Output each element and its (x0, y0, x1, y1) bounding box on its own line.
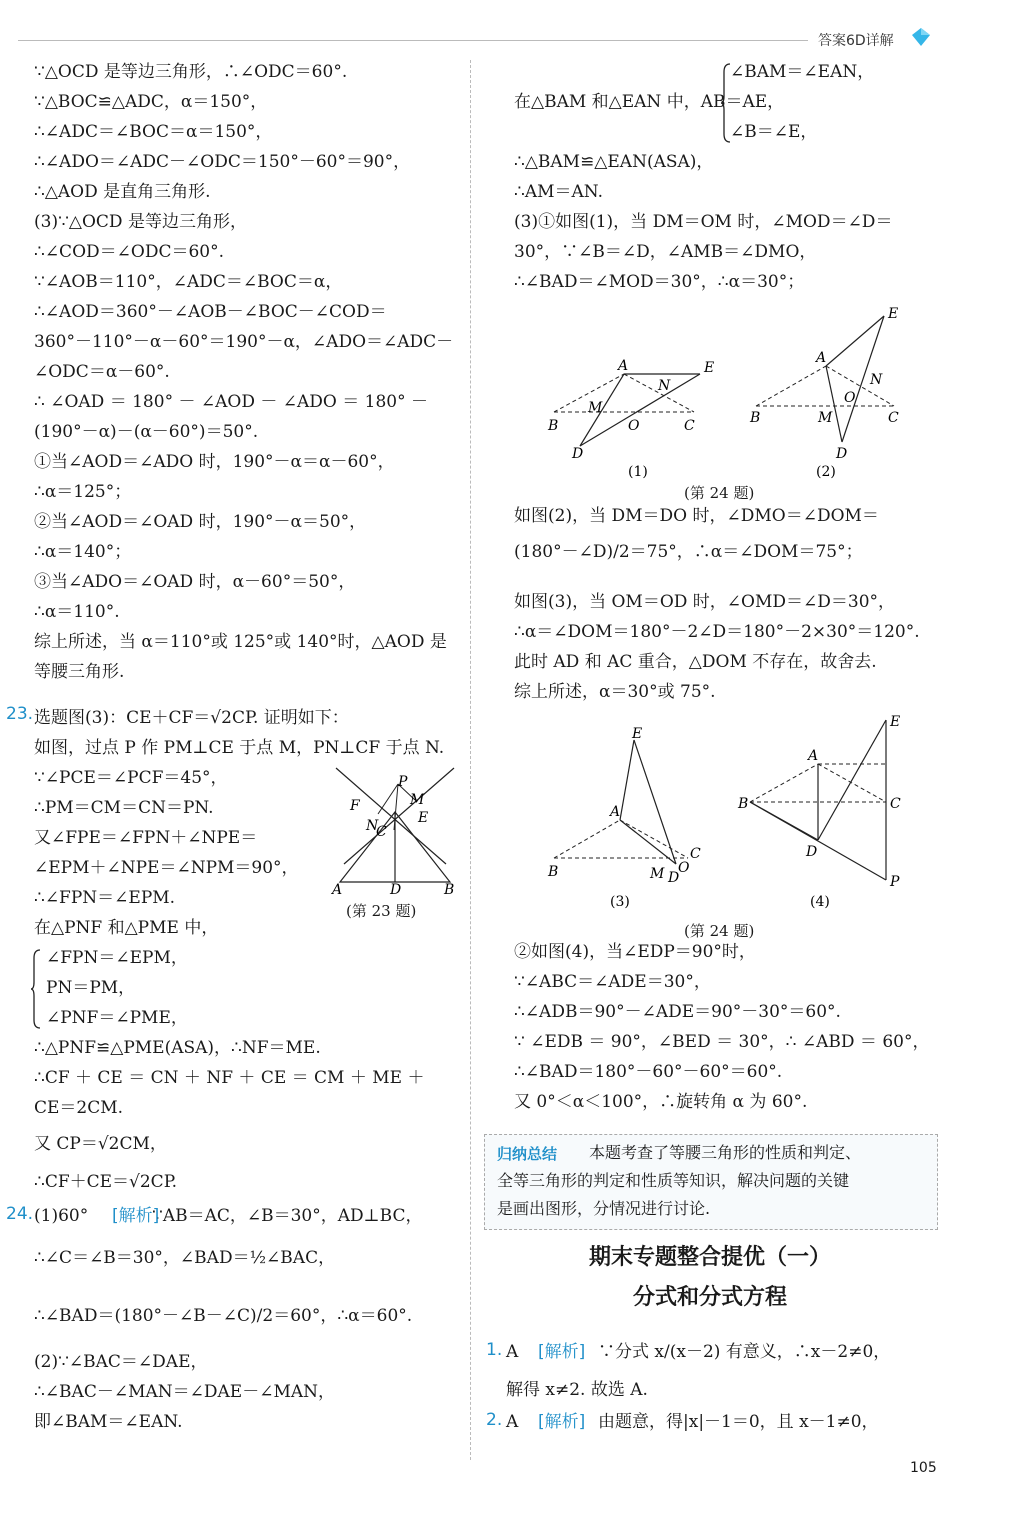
text-line: ∠B＝∠E， (730, 122, 818, 142)
svg-text:B: B (750, 410, 761, 426)
svg-text:P: P (890, 874, 900, 890)
text-line: ∠ODC＝α－60°. (34, 362, 170, 382)
q2-text: 由题意，得|x|－1＝0，且 x－1≠0， (598, 1412, 879, 1432)
text-line: ∴CF＋CE＝√2CP. (34, 1172, 178, 1192)
analysis-tag: [解析] (538, 1412, 586, 1432)
svg-text:B: B (548, 864, 559, 880)
column-divider (470, 60, 471, 1460)
summary-line: 本题考查了等腰三角形的性质和判定、 (589, 1143, 862, 1162)
text-line: 又 0°＜α＜100°，∴旋转角 α 为 60°. (514, 1092, 808, 1112)
svg-text:B: B (444, 882, 455, 898)
text-line: ∴∠C＝∠B＝30°，∠BAD＝½∠BAC， (34, 1248, 336, 1268)
figure-24-caption-top: (第 24 题) (684, 484, 755, 502)
figure-24-caption-bottom: (第 24 题) (684, 922, 755, 940)
text-line: ∴∠ADB＝90°－∠ADE＝90°－30°＝60°. (514, 1002, 841, 1022)
text-line: ①当∠AOD＝∠ADO 时，190°－α＝α－60°， (34, 452, 395, 472)
text-line: ∵ ∠EDB ＝ 90°，∠BED ＝ 30°，∴ ∠ABD ＝ 60°， (514, 1032, 930, 1052)
text-line: 此时 AD 和 AC 重合，△DOM 不存在，故舍去. (514, 652, 877, 672)
brace-icon-right (720, 62, 732, 144)
svg-text:M: M (818, 410, 833, 426)
svg-text:E: E (890, 714, 901, 730)
text-line: ②如图(4)，当∠EDP＝90°时， (514, 942, 756, 962)
svg-text:O: O (628, 418, 640, 434)
figure-23 (330, 764, 460, 900)
text-line: 在△PNF 和△PME 中， (34, 918, 219, 938)
text-line: CE＝2CM. (34, 1098, 124, 1118)
text-line: ∴∠BAD＝180°－60°－60°＝60°. (514, 1062, 783, 1082)
page-number: 105 (910, 1460, 937, 1476)
text-line: ∴α＝125°； (34, 482, 132, 502)
text-line: 综上所述，当 α＝110°或 125°或 140°时，△AOD 是 (34, 632, 447, 652)
text-line: ∵∠PCE＝∠PCF＝45°， (34, 768, 228, 788)
figure-23-caption: (第 23 题) (346, 902, 417, 920)
text-line: 如图，过点 P 作 PM⊥CE 于点 M，PN⊥CF 于点 N. (34, 738, 445, 758)
svg-text:P: P (398, 774, 408, 790)
svg-text:O: O (678, 860, 690, 876)
svg-text:B: B (738, 796, 749, 812)
svg-text:E: E (704, 360, 715, 376)
text-line: (1)60° (34, 1206, 89, 1226)
svg-text:D: D (572, 446, 584, 462)
svg-text:N: N (658, 378, 671, 394)
svg-text:M: M (410, 792, 425, 808)
svg-text:E: E (888, 306, 899, 322)
text-line: 在△BAM 和△EAN 中，AB＝AE， (514, 92, 785, 112)
text-line: 即∠BAM＝∠EAN. (34, 1412, 183, 1432)
svg-text:A: A (332, 882, 343, 898)
figure-24-label-2: (2) (816, 464, 836, 480)
text-line: 选题图(3)：CE＋CF＝√2CP. 证明如下： (34, 708, 349, 728)
header-rule (18, 40, 808, 41)
text-line: ∴PM＝CM＝CN＝PN. (34, 798, 214, 818)
text-line: ∴△AOD 是直角三角形. (34, 182, 211, 202)
analysis-tag: [解析] (538, 1342, 586, 1362)
text-line: ∴α＝110°. (34, 602, 120, 622)
svg-text:C: C (684, 418, 695, 434)
text-line: ∴ ∠OAD ＝ 180° － ∠AOD － ∠ADO ＝ 180° － (34, 392, 429, 412)
figure-24-label-1: (1) (628, 464, 648, 480)
text-line: ②当∠AOD＝∠OAD 时，190°－α＝50°， (34, 512, 367, 532)
svg-text:A: A (816, 350, 827, 366)
text-line: ∴△PNF≌△PME(ASA)，∴NF＝ME. (34, 1038, 321, 1058)
text-line: (190°－α)－(α－60°)＝50°. (34, 422, 259, 442)
text-line: ∠BAM＝∠EAN， (730, 62, 875, 82)
figure-24-label-4: (4) (810, 894, 830, 910)
text-line: 又 CP＝√2CM， (34, 1134, 167, 1154)
header-label: 答案6D详解 (818, 33, 894, 49)
text-line: ∠PNF＝∠PME， (46, 1008, 188, 1028)
text-line: ∴AM＝AN. (514, 182, 603, 202)
text-line: ∴∠AOD＝360°－∠AOB－∠BOC－∠COD＝ (34, 302, 387, 322)
text-line: PN＝PM， (46, 978, 136, 998)
svg-text:A: A (610, 804, 621, 820)
answer-1: A (506, 1342, 519, 1362)
svg-text:N: N (870, 372, 883, 388)
svg-text:M: M (650, 866, 665, 882)
text-line: (3)①如图(1)，当 DM＝OM 时，∠MOD＝∠D＝ (514, 212, 893, 232)
text-line: ∴∠COD＝∠ODC＝60°. (34, 242, 224, 262)
svg-text:A: A (808, 748, 819, 764)
text-line: ∴CF ＋ CE ＝ CN ＋ NF ＋ CE ＝ CM ＋ ME ＋ (34, 1068, 425, 1088)
text-line: 30°，∵∠B＝∠D，∠AMB＝∠DMO， (514, 242, 817, 262)
text-line: ∵AB＝AC，∠B＝30°，AD⊥BC， (152, 1206, 423, 1226)
figure-24-label-3: (3) (610, 894, 630, 910)
figure-24-bottom (540, 712, 930, 910)
text-line: (2)∵∠BAC＝∠DAE， (34, 1352, 208, 1372)
q1-text: ∵分式 x/(x－2) 有意义，∴x－2≠0， (598, 1342, 891, 1362)
text-line: 等腰三角形. (34, 662, 125, 682)
summary-line: 是画出图形，分情况进行讨论. (497, 1199, 711, 1218)
text-line: (3)∵△OCD 是等边三角形， (34, 212, 247, 232)
text-line: ∴∠BAD＝(180°－∠B－∠C)/2＝60°，∴α＝60°. (34, 1306, 413, 1326)
svg-text:E: E (632, 726, 643, 742)
svg-text:F: F (350, 798, 360, 814)
text-line: ∴∠ADO＝∠ADC－∠ODC＝150°－60°＝90°， (34, 152, 411, 172)
question-number-1: 1. (486, 1340, 503, 1360)
text-line: 如图(2)，当 DM＝DO 时，∠DMO＝∠DOM＝ (514, 506, 879, 526)
q1-text-2: 解得 x≠2. 故选 A. (506, 1380, 648, 1400)
svg-text:D: D (668, 870, 680, 886)
svg-text:A: A (618, 358, 629, 374)
question-number-2: 2. (486, 1410, 503, 1430)
text-line: ∠FPN＝∠EPM， (46, 948, 188, 968)
brace-icon (30, 948, 42, 1030)
svg-text:D: D (806, 844, 818, 860)
text-line: ∴∠BAD＝∠MOD＝30°，∴α＝30°； (514, 272, 805, 292)
gem-icon (910, 26, 932, 48)
text-line: 360°－110°－α－60°＝190°－α，∠ADO＝∠ADC－ (34, 332, 454, 352)
text-line: ∠EPM＋∠NPE＝∠NPM＝90°， (34, 858, 299, 878)
text-line: ③当∠ADO＝∠OAD 时，α－60°＝50°， (34, 572, 356, 592)
text-line: ∵∠ABC＝∠ADE＝30°， (514, 972, 711, 992)
svg-text:C: C (376, 824, 387, 840)
question-number-24: 24. (6, 1204, 34, 1224)
text-line: ∵∠AOB＝110°，∠ADC＝∠BOC＝α， (34, 272, 343, 292)
text-line: ∴α＝∠DOM＝180°－2∠D＝180°－2×30°＝120°. (514, 622, 920, 642)
text-line: ∴∠BAC－∠MAN＝∠DAE－∠MAN， (34, 1382, 336, 1402)
text-line: 又∠FPE＝∠FPN＋∠NPE＝ (34, 828, 258, 848)
text-line: ∴α＝140°； (34, 542, 132, 562)
text-line: ∴∠ADC＝∠BOC＝α＝150°， (34, 122, 273, 142)
svg-text:C: C (890, 796, 901, 812)
svg-text:M: M (588, 400, 603, 416)
summary-tag: 归纳总结 (497, 1145, 558, 1163)
text-line: ∴∠FPN＝∠EPM. (34, 888, 176, 908)
svg-text:N: N (366, 818, 379, 834)
svg-text:C: C (690, 846, 701, 862)
text-line: 综上所述，α＝30°或 75°. (514, 682, 716, 702)
svg-text:B: B (548, 418, 559, 434)
svg-text:E: E (418, 810, 429, 826)
text-line: ∵△BOC≌△ADC，α＝150°， (34, 92, 268, 112)
answer-2: A (506, 1412, 519, 1432)
text-line: ∴△BAM≌△EAN(ASA)， (514, 152, 714, 172)
text-line: ∵△OCD 是等边三角形，∴∠ODC＝60°. (34, 62, 348, 82)
section-title: 期末专题整合提优（一） (588, 1245, 831, 1270)
svg-text:C: C (888, 410, 899, 426)
section-subtitle: 分式和分式方程 (632, 1285, 787, 1310)
figure-24-top (540, 300, 930, 482)
svg-text:D: D (390, 882, 402, 898)
svg-text:D: D (836, 446, 848, 462)
summary-box (484, 1134, 938, 1230)
text-line: 如图(3)，当 OM＝OD 时，∠OMD＝∠D＝30°， (514, 592, 896, 612)
question-number-23: 23. (6, 704, 34, 724)
svg-text:O: O (844, 390, 856, 406)
analysis-tag: [解析] (112, 1206, 160, 1226)
summary-line: 全等三角形的判定和性质等知识，解决问题的关键 (497, 1171, 850, 1190)
text-line: (180°－∠D)/2＝75°，∴α＝∠DOM＝75°； (514, 542, 863, 562)
